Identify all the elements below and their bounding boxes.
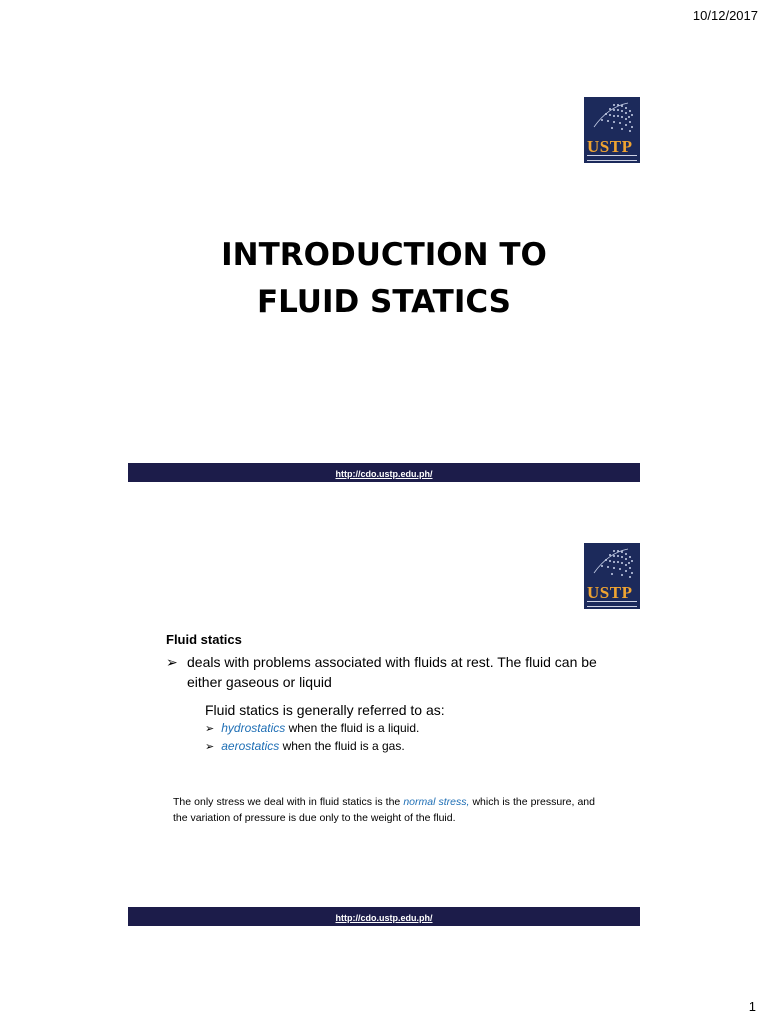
- arrow-bullet-icon: ➢: [205, 741, 215, 753]
- paragraph-text: The only stress we deal with in fluid statics is the: [173, 796, 404, 808]
- logo-subtitle-lines: [587, 155, 637, 161]
- ustp-logo: [584, 97, 640, 163]
- page-number: 1: [748, 999, 756, 1014]
- logo-wordmark: USTP: [587, 583, 633, 602]
- term-hydrostatics: hydrostatics: [221, 721, 286, 735]
- ustp-logo: [584, 543, 640, 609]
- sub-bullet-rest: when the fluid is a gas.: [279, 739, 405, 753]
- term-aerostatics: aerostatics: [221, 739, 280, 753]
- paragraph-text: which is the pressure, and the variation of pressure is due only to the weight of the fluid.: [173, 796, 595, 824]
- slide-title-line-2: FLUID STATICS: [256, 284, 512, 320]
- term-normal-stress: normal stress,: [403, 796, 470, 808]
- slide1-footer-bar: [128, 463, 640, 482]
- footer-url-link[interactable]: http://cdo.ustp.edu.ph/: [335, 913, 433, 923]
- sub-bullet-item: [205, 739, 405, 753]
- main-bullet-text: deals with problems associated with fluids at rest. The fluid can be either gaseous or liquid: [187, 654, 597, 690]
- arrow-bullet-icon: ➢: [205, 723, 215, 735]
- main-bullet: [166, 652, 606, 692]
- slide2-footer-bar: [128, 907, 640, 926]
- sub-intro-text: Fluid statics is generally referred to as:: [205, 702, 445, 718]
- sub-bullet-rest: when the fluid is a liquid.: [285, 721, 420, 735]
- logo-subtitle-lines: [587, 601, 637, 607]
- body-paragraph: [173, 794, 595, 826]
- logo-wordmark: USTP: [587, 137, 633, 156]
- slide-title-line-1: INTRODUCTION TO: [221, 237, 547, 273]
- document-date: 10/12/2017: [692, 8, 758, 23]
- sub-bullet-item: [205, 721, 419, 735]
- section-heading: Fluid statics: [166, 632, 242, 647]
- arrow-bullet-icon: ➢: [166, 654, 178, 670]
- slide-title: [128, 232, 640, 326]
- footer-url-link[interactable]: http://cdo.ustp.edu.ph/: [335, 469, 433, 479]
